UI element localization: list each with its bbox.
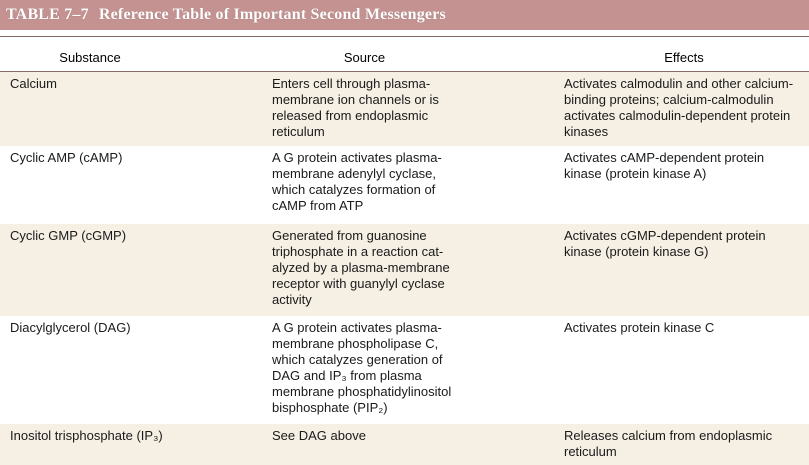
table-number: TABLE 7–7	[6, 6, 89, 23]
substance-cell: Cyclic AMP (cAMP)	[10, 150, 123, 165]
table-row	[0, 424, 809, 465]
table-row	[0, 146, 809, 224]
table-row	[0, 224, 809, 316]
effects-cell: Activates cGMP-dependent protein kinase (protein kinase G)	[564, 228, 766, 259]
column-header-substance: Substance	[59, 50, 121, 65]
top-rule	[0, 36, 809, 37]
effects-cell: Activates calmodulin and other calcium- binding proteins; calcium-calmodulin activates calmodulin-dependent protein kinases	[564, 76, 794, 139]
substance-cell: Cyclic GMP (cGMP)	[10, 228, 127, 243]
table-title-bar	[0, 0, 809, 30]
source-cell: Enters cell through plasma- membrane ion channels or is released from endoplasmic reticulum	[272, 76, 439, 139]
effects-cell: Releases calcium from endoplasmic reticulum	[564, 428, 773, 459]
column-header-effects: Effects	[664, 50, 704, 65]
substance-cell: Inositol trisphosphate (IP₃)	[10, 428, 163, 443]
column-header-source: Source	[343, 50, 386, 65]
substance-cell: Calcium	[10, 76, 57, 91]
source-cell: A G protein activates plasma- membrane adenylyl cyclase, which catalyzes formation of cAMP from ATP	[272, 150, 442, 213]
table-row	[0, 72, 809, 146]
table-title: Reference Table of Important Second Messengers	[98, 6, 446, 23]
source-cell: See DAG above	[272, 428, 366, 443]
source-cell: Generated from guanosine triphosphate in a reaction cat- alyzed by a plasma-membrane receptor with guanylyl cyclase activity	[272, 228, 450, 307]
effects-cell: Activates cAMP-dependent protein kinase (protein kinase A)	[564, 150, 765, 181]
table-row	[0, 316, 809, 424]
substance-cell: Diacylglycerol (DAG)	[10, 320, 131, 335]
source-cell: A G protein activates plasma- membrane phospholipase C, which catalyzes generation of DAG and IP₃ from plasma membrane phosphatidylinositol bisphosphate (PIP₂)	[272, 320, 452, 415]
effects-cell: Activates protein kinase C	[564, 320, 715, 335]
